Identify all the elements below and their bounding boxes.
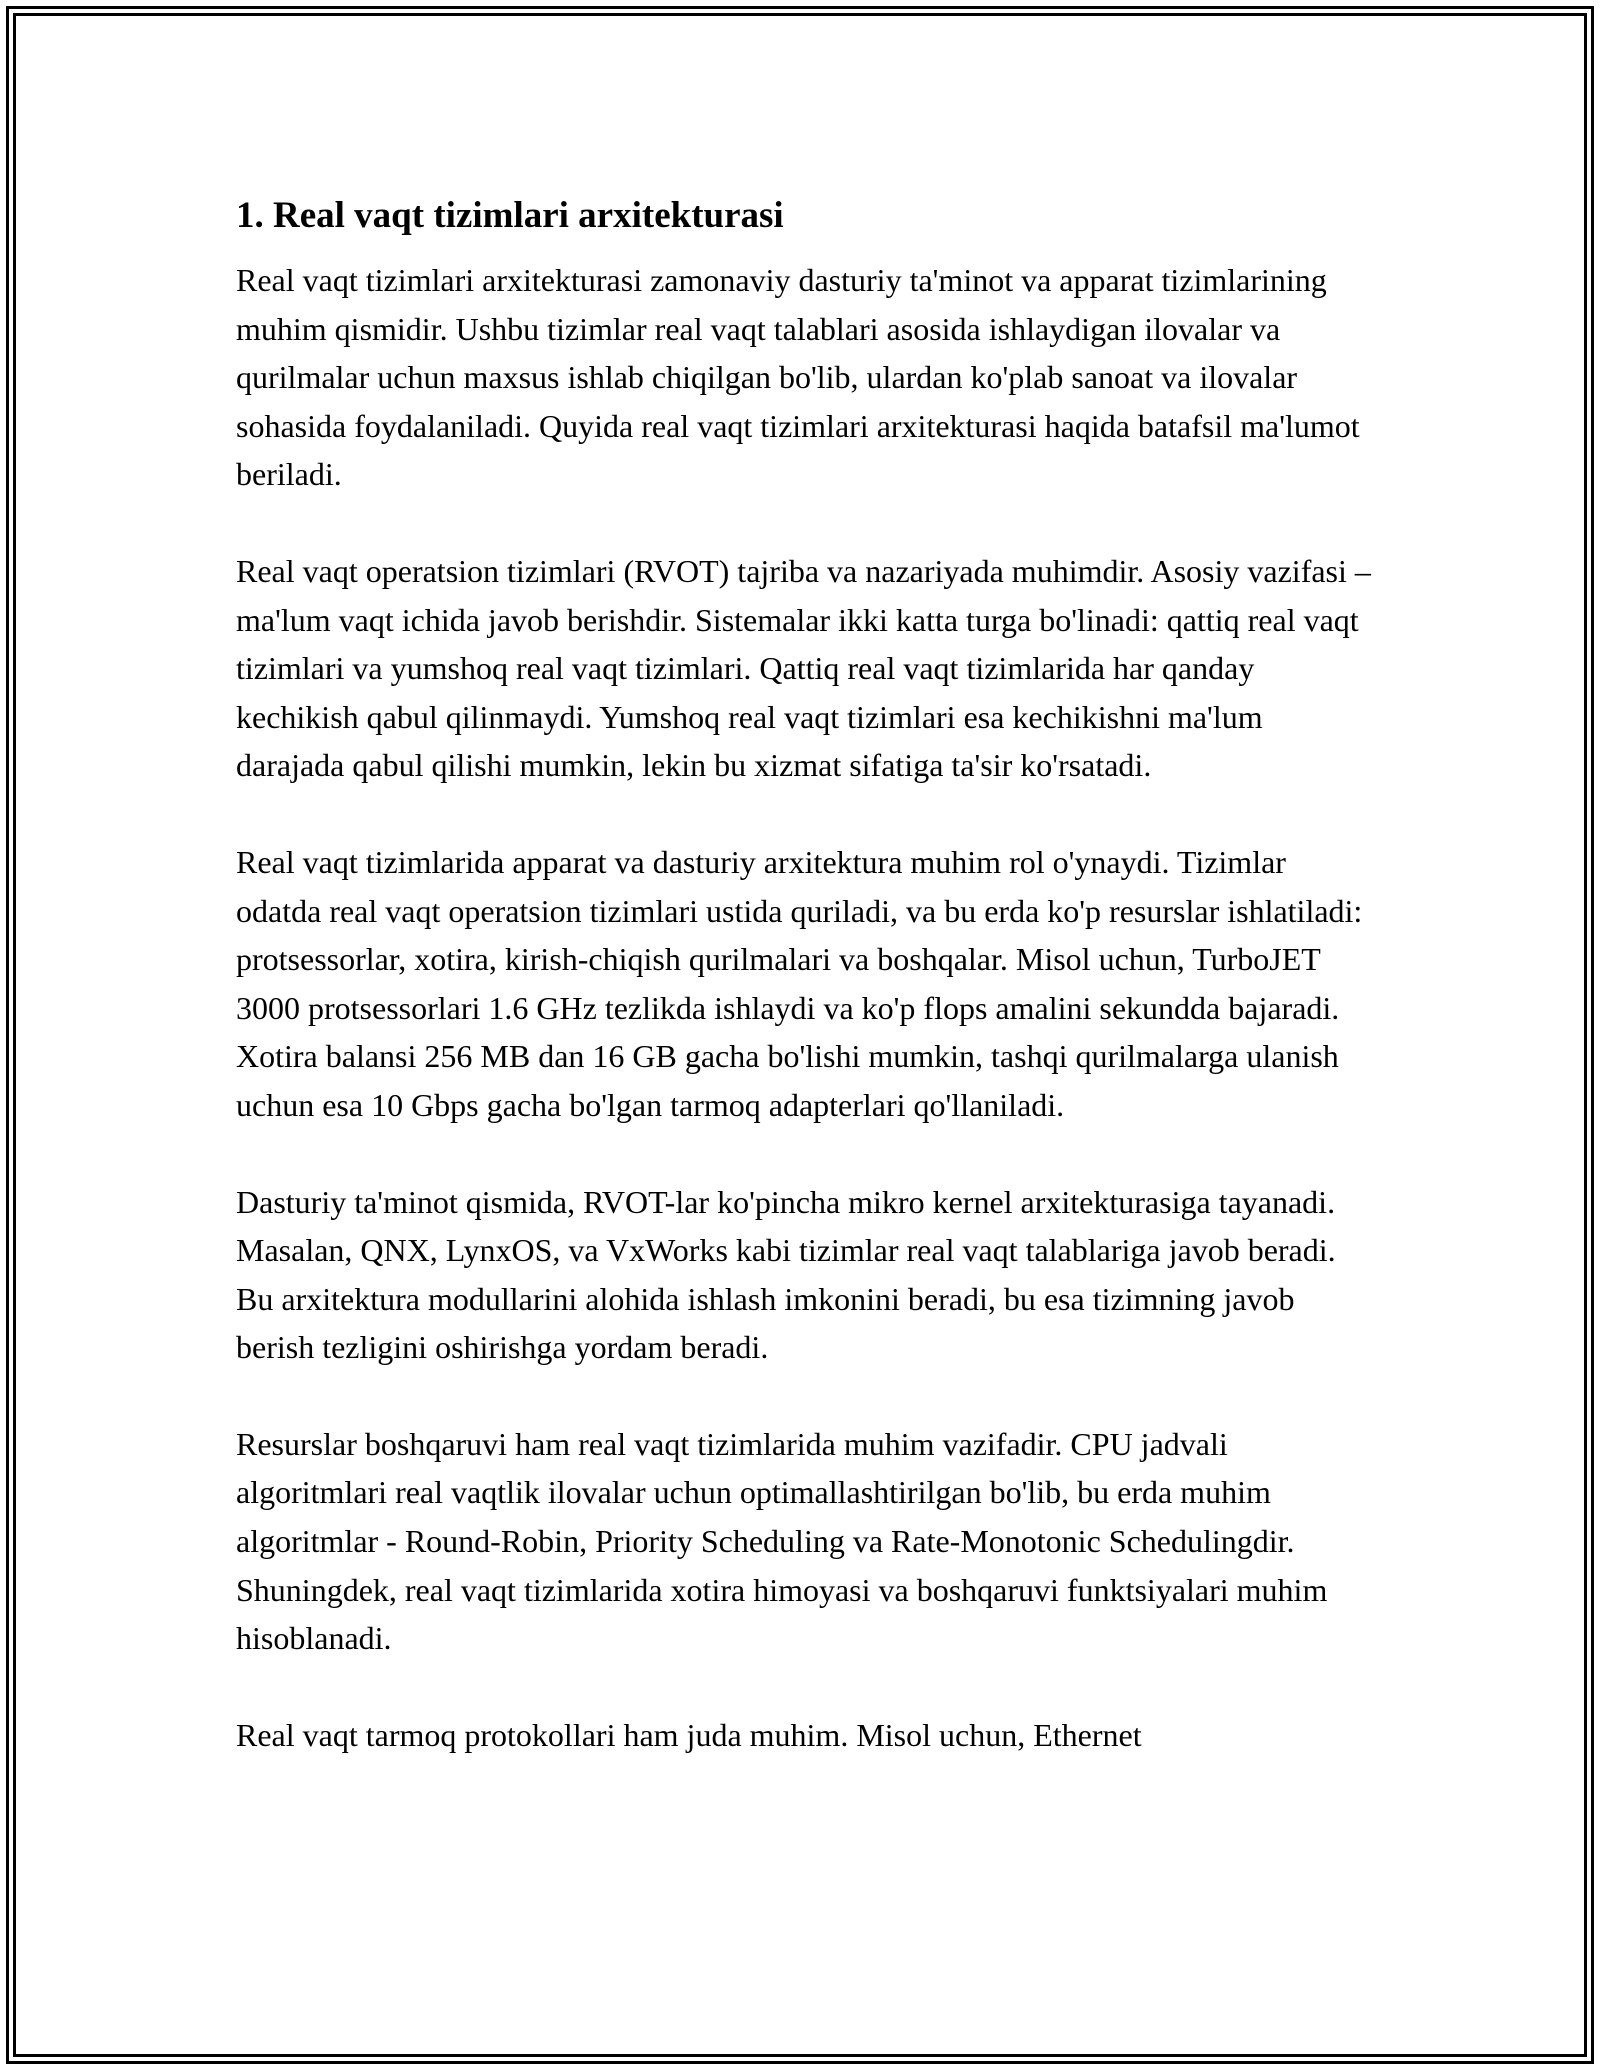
paragraph-hardware: Real vaqt tizimlarida apparat va dasturiy arxitektura muhim rol o'ynaydi. Tizimlar odatda real vaqt operatsion tizimlari ustida quriladi, va bu erda ko'p resurslar ishlatiladi: protsessorlar, xotira, kirish-chiqish qurilmalari va boshqalar. Misol uchun, TurboJET 3000 protsessorlari 1.6 GHz tezlikda ishlaydi va ko'p flops amalini sekundda bajaradi. Xotira balansi 256 MB dan 16 GB gacha bo'lishi mumkin, tashqi qurilmalarga ulanish uchun esa 10 Gbps gacha bo'lgan tarmoq adapterlari qo'llaniladi. bbox=[236, 843, 1363, 1123]
document-body bbox=[236, 188, 1376, 1759]
paragraph-intro: Real vaqt tizimlari arxitekturasi zamonaviy dasturiy ta'minot va apparat tizimlarining muhim qismidir. Ushbu tizimlar real vaqt talablari asosida ishlaydigan ilovalar va qurilmalar uchun maxsus ishlab chiqilgan bo'lib, ulardan ko'plab sanoat va ilovalar sohasida foydalaniladi. Quyida real vaqt tizimlari arxitekturasi haqida batafsil ma'lumot beriladi. bbox=[236, 262, 1360, 493]
section-title: 1. Real vaqt tizimlari arxitekturasi bbox=[236, 195, 784, 236]
paragraph-software: Dasturiy ta'minot qismida, RVOT-lar ko'pincha mikro kernel arxitekturasiga tayanadi. Masalan, QNX, LynxOS, va VxWorks kabi tizimlar real vaqt talablariga javob beradi. Bu arxitektura modullarini alohida ishlash imkonini beradi, bu esa tizimning javob berish tezligini oshirishga yordam beradi. bbox=[236, 1183, 1336, 1366]
paragraph-resources: Resurslar boshqaruvi ham real vaqt tizimlarida muhim vazifadir. CPU jadvali algoritmlari real vaqtlik ilovalar uchun optimallashtirilgan bo'lib, bu erda muhim algoritmlar - Round-Robin, Priority Scheduling va Rate-Monotonic Schedulingdir. Shuningdek, real vaqt tizimlarida xotira himoyasi va boshqaruvi funktsiyalari muhim hisoblanadi. bbox=[236, 1425, 1328, 1657]
paragraph-rvot: Real vaqt operatsion tizimlari (RVOT) tajriba va nazariyada muhimdir. Asosiy vazifasi – ma'lum vaqt ichida javob berishdir. Sistemalar ikki katta turga bo'linadi: qattiq real vaqt tizimlari va yumshoq real vaqt tizimlari. Qattiq real vaqt tizimlarida har qanday kechikish qabul qilinmaydi. Yumshoq real vaqt tizimlari esa kechikishni ma'lum darajada qabul qilishi mumkin, lekin bu xizmat sifatiga ta'sir ko'rsatadi. bbox=[236, 552, 1371, 784]
paragraph-network: Real vaqt tarmoq protokollari ham juda muhim. Misol uchun, Ethernet bbox=[236, 1716, 1142, 1753]
